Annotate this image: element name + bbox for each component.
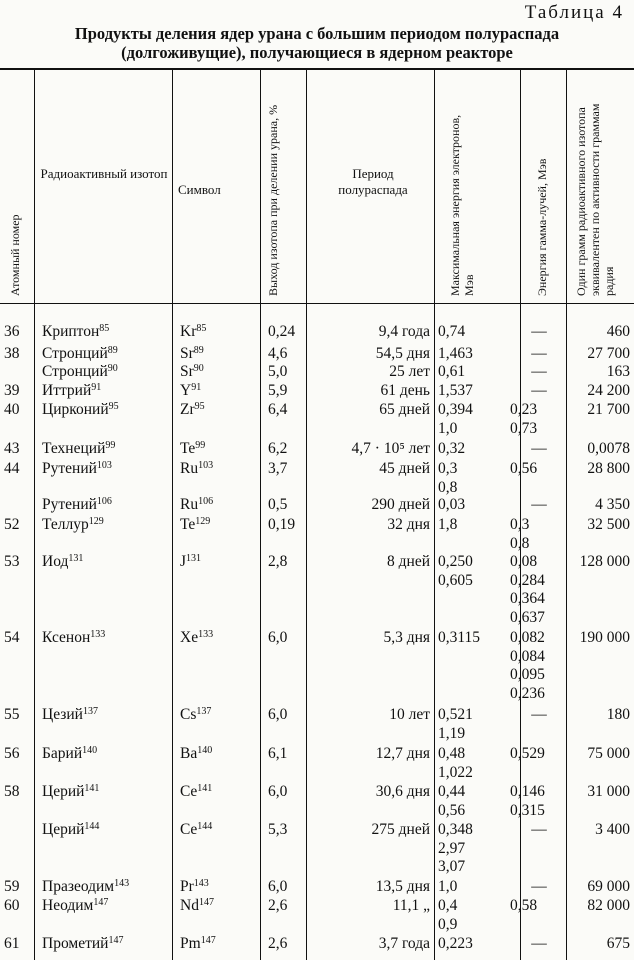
gamma-energy: —	[531, 878, 547, 895]
mass-number: 140	[82, 745, 98, 756]
radium-equivalent: 27 700	[587, 345, 630, 362]
half-life: 13,5 дня	[375, 878, 430, 895]
mass-number: 141	[84, 783, 100, 794]
isotope-symbol	[180, 459, 213, 479]
isotope-name	[42, 400, 119, 420]
isotope-symbol	[180, 439, 205, 459]
isotope-symbol-text: Cs	[180, 706, 197, 723]
fission-yield: 6,0	[268, 783, 288, 800]
half-life: 61 день	[380, 382, 430, 399]
fission-yield: 6,0	[268, 706, 288, 723]
fission-yield: 2,6	[268, 897, 288, 914]
half-life: 10 лет	[389, 706, 430, 723]
isotope-symbol-text: Nd	[180, 897, 199, 914]
isotope-name	[42, 439, 115, 459]
fission-yield: 6,0	[268, 878, 288, 895]
isotope-symbol	[180, 400, 205, 420]
gamma-energy: 0,146	[510, 783, 545, 800]
mass-number: 106	[96, 496, 112, 507]
beta-energy: 0,394	[438, 401, 473, 418]
atomic-number: 39	[4, 382, 20, 399]
isotope-name	[42, 362, 118, 382]
half-life: 4,7 · 10⁵ лет	[351, 440, 430, 457]
isotope-symbol	[180, 744, 212, 764]
beta-energy: 1,022	[438, 763, 473, 781]
beta-energy: 2,97	[438, 839, 466, 857]
gamma-energy: 0,58	[510, 897, 538, 914]
isotope-name	[42, 934, 123, 954]
half-life: 45 дней	[379, 460, 430, 477]
gamma-energy: 0,3	[510, 516, 530, 533]
mass-number: 90	[107, 363, 118, 374]
fission-yield: 6,0	[268, 629, 288, 646]
half-life: 9,4 года	[378, 323, 430, 340]
radium-equivalent: 675	[606, 935, 630, 952]
mass-number: 99	[195, 440, 206, 451]
radium-equivalent: 21 700	[587, 401, 630, 418]
isotope-name	[42, 381, 101, 401]
beta-energy: 1,19	[438, 724, 466, 742]
isotope-name-text: Цирконий	[42, 401, 109, 418]
mass-number: 85	[99, 323, 110, 334]
isotope-symbol	[180, 344, 204, 364]
isotope-name-text: Стронций	[42, 363, 108, 380]
table-row	[0, 362, 634, 382]
beta-energy: 0,605	[438, 571, 473, 589]
isotope-symbol-text: Sr	[180, 363, 194, 380]
gamma-energy: 0,082	[510, 629, 545, 646]
beta-energy: 0,44	[438, 783, 466, 800]
mass-number: 129	[88, 516, 104, 527]
radium-equivalent: 31 000	[587, 783, 630, 800]
mass-number: 85	[196, 323, 207, 334]
radium-equivalent: 4 350	[595, 496, 630, 513]
radium-equivalent: 24 200	[587, 382, 630, 399]
beta-energy: 0,3	[438, 460, 458, 477]
atomic-number: 58	[4, 783, 20, 800]
half-life: 32 дня	[387, 516, 430, 533]
isotope-name	[42, 322, 109, 342]
isotope-symbol	[180, 381, 201, 401]
fission-yield: 6,1	[268, 745, 288, 762]
radium-equivalent: 163	[606, 363, 630, 380]
half-life: 54,5 дня	[375, 345, 430, 362]
gamma-energy: 0,236	[510, 684, 545, 702]
isotope-symbol-text: Ba	[180, 745, 198, 762]
isotope-symbol-text: Sr	[180, 345, 194, 362]
gamma-energy: —	[531, 345, 547, 362]
isotope-name-text: Технеций	[42, 440, 106, 457]
fission-yield: 6,4	[268, 401, 288, 418]
atomic-number: 60	[4, 897, 20, 914]
gamma-energy: 0,364	[510, 590, 545, 607]
fission-yield: 2,8	[268, 553, 288, 570]
isotope-symbol	[180, 628, 213, 648]
title-line-1: Продукты деления ядер урана с большим периодом полураспада	[74, 24, 560, 43]
gamma-energy: 0,529	[510, 745, 545, 762]
isotope-name-text: Ксенон	[42, 629, 91, 646]
beta-energy: 1,0	[438, 419, 458, 437]
isotope-name	[42, 628, 105, 648]
gamma-energy: 0,08	[510, 553, 538, 570]
fission-yield: 5,9	[268, 382, 288, 399]
mass-number: 133	[198, 629, 214, 640]
mass-number: 129	[195, 516, 211, 527]
isotope-name-text: Теллур	[42, 516, 89, 533]
isotope-symbol-text: Ru	[180, 460, 199, 477]
beta-energy: 3,07	[438, 858, 466, 875]
fission-yield: 0,5	[268, 496, 288, 513]
atomic-number: 44	[4, 460, 20, 477]
gamma-energy: —	[531, 821, 547, 838]
beta-energy: 0,74	[438, 323, 466, 340]
radium-equivalent: 69 000	[587, 878, 630, 895]
isotope-symbol	[180, 322, 206, 342]
mass-number: 99	[105, 440, 116, 451]
isotope-name-text: Празеодим	[42, 878, 115, 895]
table-row	[0, 628, 634, 702]
beta-energy: 0,348	[438, 821, 473, 838]
isotope-symbol-text: Te	[180, 516, 196, 533]
isotope-symbol	[180, 877, 209, 897]
atomic-number: 38	[4, 345, 20, 362]
fission-yield: 4,6	[268, 345, 288, 362]
isotope-name-text: Иод	[42, 553, 69, 570]
atomic-number: 55	[4, 706, 20, 723]
atomic-number: 36	[4, 323, 20, 340]
isotope-symbol-text: Kr	[180, 323, 197, 340]
isotope-name-text: Неодим	[42, 897, 94, 914]
isotope-symbol	[180, 552, 201, 572]
gamma-energy: 0,637	[510, 608, 545, 626]
gamma-energy: 0,315	[510, 801, 545, 819]
beta-energy: 0,521	[438, 706, 473, 723]
atomic-number: 40	[4, 401, 20, 418]
fission-yield: 5,0	[268, 363, 288, 380]
mass-number: 137	[196, 706, 212, 717]
atomic-number: 52	[4, 516, 20, 533]
isotope-symbol	[180, 515, 210, 535]
isotope-name	[42, 515, 104, 535]
table-row	[0, 877, 634, 897]
header-isotope: Радиоактивный изотоп	[40, 166, 168, 181]
beta-energy: 0,03	[438, 496, 466, 513]
isotope-name-text: Рутений	[42, 460, 97, 477]
gamma-energy: 0,73	[510, 419, 538, 437]
table-row	[0, 744, 634, 781]
gamma-energy: —	[531, 496, 547, 513]
radium-equivalent: 460	[606, 323, 630, 340]
isotope-symbol	[180, 705, 211, 725]
radium-equivalent: 190 000	[579, 629, 630, 646]
beta-energy: 0,56	[438, 801, 466, 819]
radium-equivalent: 3 400	[595, 821, 630, 838]
table-row	[0, 820, 634, 875]
isotope-symbol-text: Xe	[180, 629, 199, 646]
mass-number: 103	[96, 460, 112, 471]
mass-number: 133	[90, 629, 106, 640]
half-life: 12,7 дня	[375, 745, 430, 762]
radium-equivalent: 180	[606, 706, 630, 723]
table-row	[0, 515, 634, 552]
header-half-life: Период полураспада	[338, 166, 408, 197]
isotope-name	[42, 495, 112, 515]
gamma-energy: 0,8	[510, 534, 530, 552]
table-row	[0, 934, 634, 954]
mass-number: 131	[68, 553, 84, 564]
radium-equivalent: 128 000	[579, 553, 630, 570]
isotope-name-text: Церий	[42, 821, 85, 838]
mass-number: 143	[193, 878, 209, 889]
half-life: 65 дней	[379, 401, 430, 418]
header-symbol: Символ	[178, 182, 221, 197]
mass-number: 143	[114, 878, 130, 889]
table-number: Таблица 4	[524, 2, 624, 23]
fission-yield: 0,24	[268, 323, 296, 340]
gamma-energy: 0,56	[510, 460, 538, 477]
half-life: 5,3 дня	[383, 629, 430, 646]
gamma-energy: 0,095	[510, 666, 545, 683]
beta-energy: 0,32	[438, 440, 466, 457]
mass-number: 137	[82, 706, 98, 717]
mass-number: 147	[200, 935, 216, 946]
table-title	[0, 24, 634, 62]
mass-number: 89	[107, 345, 118, 356]
mass-number: 95	[108, 401, 119, 412]
isotope-symbol	[180, 820, 212, 840]
mass-number: 103	[198, 460, 214, 471]
isotope-symbol-text: Ru	[180, 496, 199, 513]
table-row	[0, 459, 634, 496]
isotope-name	[42, 896, 108, 916]
half-life: 275 дней	[371, 821, 430, 838]
table-row	[0, 381, 634, 401]
beta-energy: 0,250	[438, 553, 473, 570]
half-life: 30,6 дня	[375, 783, 430, 800]
isotope-name	[42, 782, 99, 802]
mass-number: 95	[194, 401, 205, 412]
isotope-name-text: Иттрий	[42, 382, 92, 399]
isotope-symbol-text: Y	[180, 382, 192, 399]
beta-energy: 0,9	[438, 915, 458, 933]
fission-yield: 5,3	[268, 821, 288, 838]
half-life: 8 дней	[387, 553, 430, 570]
isotope-symbol	[180, 495, 213, 515]
beta-energy: 1,463	[438, 345, 473, 362]
mass-number: 147	[108, 935, 124, 946]
title-line-2: (долгоживущие), получающиеся в ядерном реакторе	[121, 43, 513, 62]
gamma-energy: —	[531, 706, 547, 723]
mass-number: 131	[186, 553, 202, 564]
beta-energy: 0,48	[438, 745, 466, 762]
beta-energy: 0,3115	[438, 629, 481, 646]
isotope-symbol-text: Zr	[180, 401, 195, 418]
isotope-symbol	[180, 896, 214, 916]
table-row	[0, 552, 634, 626]
atomic-number: 59	[4, 878, 20, 895]
mass-number: 90	[193, 363, 204, 374]
isotope-name-text: Рутений	[42, 496, 97, 513]
table-row	[0, 896, 634, 933]
half-life: 11,1 „	[392, 897, 430, 914]
gamma-energy: —	[531, 363, 547, 380]
isotope-name	[42, 877, 129, 897]
radium-equivalent: 0,0078	[587, 440, 630, 457]
gamma-energy: 0,23	[510, 401, 538, 418]
header-gamma-energy: Энергия гамма-лучей, Мэв	[535, 158, 549, 296]
mass-number: 140	[197, 745, 213, 756]
beta-energy: 1,0	[438, 878, 458, 895]
mass-number: 144	[84, 821, 100, 832]
gamma-energy: 0,284	[510, 571, 545, 589]
fission-yield: 0,19	[268, 516, 296, 533]
atomic-number: 61	[4, 935, 20, 952]
beta-energy: 0,8	[438, 478, 458, 496]
isotope-name	[42, 705, 98, 725]
isotope-name-text: Стронций	[42, 345, 108, 362]
header-activity: Один грамм радиоактивного изотопа эквивалентен по активности граммам радия	[574, 103, 616, 296]
isotope-name	[42, 744, 97, 764]
table-row	[0, 782, 634, 819]
mass-number: 147	[93, 897, 109, 908]
table-row	[0, 495, 634, 515]
mass-number: 91	[91, 382, 102, 393]
radium-equivalent: 32 500	[587, 516, 630, 533]
table-row	[0, 344, 634, 364]
beta-energy: 1,8	[438, 516, 458, 533]
fission-yield: 2,6	[268, 935, 288, 952]
beta-energy: 0,223	[438, 935, 473, 952]
isotope-name-text: Прометий	[42, 935, 109, 952]
isotope-name	[42, 552, 83, 572]
gamma-energy: —	[531, 382, 547, 399]
isotope-name	[42, 344, 118, 364]
fission-yield: 6,2	[268, 440, 288, 457]
half-life: 3,7 года	[378, 935, 430, 952]
isotope-symbol-text: Pm	[180, 935, 201, 952]
atomic-number: 56	[4, 745, 20, 762]
beta-energy: 1,537	[438, 382, 473, 399]
mass-number: 147	[198, 897, 214, 908]
radium-equivalent: 75 000	[587, 745, 630, 762]
header-yield: Выход изотопа при делении урана, %	[266, 104, 280, 296]
gamma-energy: —	[531, 935, 547, 952]
table-row	[0, 400, 634, 437]
table-row	[0, 322, 634, 342]
half-life: 25 лет	[389, 363, 430, 380]
isotope-symbol	[180, 362, 204, 382]
isotope-name-text: Церий	[42, 783, 85, 800]
gamma-energy: —	[531, 440, 547, 457]
gamma-energy: —	[531, 323, 547, 340]
isotope-symbol-text: Te	[180, 440, 196, 457]
mass-number: 89	[193, 345, 204, 356]
radium-equivalent: 28 800	[587, 460, 630, 477]
table-row	[0, 705, 634, 742]
isotope-name	[42, 459, 112, 479]
half-life: 290 дней	[371, 496, 430, 513]
isotope-symbol-text: Ce	[180, 821, 198, 838]
isotope-symbol-text: Pr	[180, 878, 194, 895]
isotope-symbol-text: J	[180, 553, 187, 570]
mass-number: 91	[191, 382, 202, 393]
isotope-symbol-text: Ce	[180, 783, 198, 800]
mass-number: 144	[197, 821, 213, 832]
header-beta-energy: Максимальная энергия электронов, Мэв	[448, 114, 476, 296]
isotope-symbol	[180, 934, 216, 954]
table-row	[0, 439, 634, 459]
isotope-name-text: Цезий	[42, 706, 83, 723]
isotope-symbol	[180, 782, 212, 802]
mass-number: 141	[197, 783, 213, 794]
header-atomic-number: Атомный номер	[8, 214, 22, 296]
mass-number: 106	[198, 496, 214, 507]
fission-yield: 3,7	[268, 460, 288, 477]
atomic-number: 43	[4, 440, 20, 457]
beta-energy: 0,61	[438, 363, 466, 380]
beta-energy: 0,4	[438, 897, 458, 914]
isotope-name-text: Криптон	[42, 323, 100, 340]
isotope-name-text: Барий	[42, 745, 83, 762]
gamma-energy: 0,084	[510, 647, 545, 665]
isotope-name	[42, 820, 99, 840]
atomic-number: 54	[4, 629, 20, 646]
atomic-number: 53	[4, 553, 20, 570]
radium-equivalent: 82 000	[587, 897, 630, 914]
